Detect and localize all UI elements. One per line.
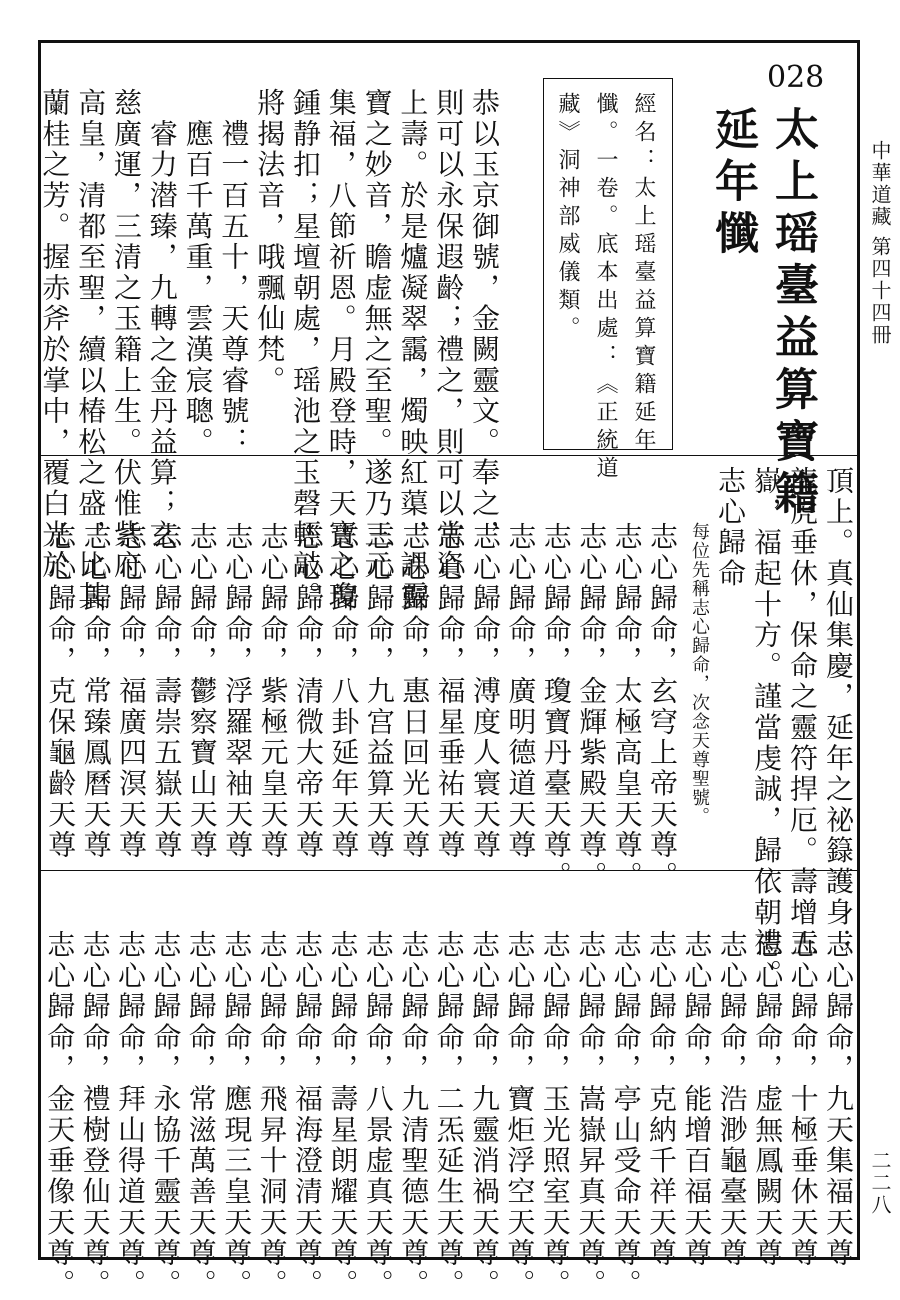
invocation-line: 志心歸命，十極垂休天尊 [786,930,820,1269]
text-line: 則可以永保遐齡；禮之，則可以常資 [432,88,466,581]
page-number: 二二八 [868,1150,892,1216]
invocation-line: 志心歸命，鬱察寶山天尊 [185,522,219,861]
text-line: 將揭法音，哦飄仙梵。 [253,88,287,396]
info-line: 藏》洞神部威儀類。 [555,92,580,344]
text-line: 慈廣運，三清之玉籍上生。伏惟紫府 [110,88,143,581]
text-line: 高皇，清都至聖，續以椿松之盛，比其 [74,88,108,612]
info-line: 經名：太上瑶臺益算寶籍延年 [631,92,656,456]
text-line: 龍虎垂休，保命之靈符捍厄。壽增五 [786,466,819,959]
text-line: 睿力潜臻，九轉之金丹益算；玄 [145,88,179,550]
text-line: 頂上。真仙集慶，延年之祕籙護身； [822,466,855,959]
invocation-line: 志心歸命，常滋萬善天尊。 [184,930,218,1300]
invocation-line: 志心歸命，太極高皇天尊。 [610,522,644,892]
invocation-line: 志心歸命，惠日回光天尊 [398,522,432,861]
invocation-line: 志心歸命，九天集福天尊 [822,930,855,1269]
invocation-line: 志心歸命，永協千靈天尊。 [149,930,183,1300]
invocation-line: 志心歸命，瓊寶丹臺天尊。 [539,522,573,892]
invocation-line: 志心歸命，拜山得道天尊。 [114,930,147,1300]
invocation-line: 志心歸命，玉光照室天尊。 [538,930,572,1300]
invocation-line: 志心歸命，玄穹上帝天尊。 [646,522,679,892]
text-line: 蘭桂之芳。握赤斧於掌中，覆白光於 [38,88,72,581]
invocation-line: 志心歸命，禮樹登仙天尊。 [78,930,112,1300]
invocation-line: 志心歸命，清微大帝天尊 [292,522,325,861]
invocation-line: 志心歸命，壽崇五嶽天尊 [150,522,184,861]
page-title: 太上瑶臺益算寶籍 [767,106,818,522]
invocation-line: 志心歸命，九靈消禍天尊。 [468,930,501,1300]
text-line: 應百千萬重，雲漢宸聰。 [181,88,215,458]
info-line: 懺。一卷。底本出處：《正統道 [593,92,618,484]
invocation-line: 志心歸命，飛昇十洞天尊。 [255,930,289,1300]
collection-name: 中華道藏 [868,140,892,228]
invocation-line: 志心歸命，福海澄清天尊。 [291,930,324,1300]
text-number: 028 [767,60,825,95]
volume-label: 第四十四冊 [868,236,892,346]
invocation-line: 志心歸命，寶炬浮空天尊。 [503,930,537,1300]
invocation-line: 志心歸命，福星垂祐天尊 [433,522,467,861]
invocation-note: 每位先稱志心歸命，次念天尊聖號。 [689,522,710,826]
text-line: 鍾静扣；星壇朝處，瑶池之玉磬輕敲。 [289,88,322,612]
invocation-line: 志心歸命，克保龜齡天尊 [44,522,78,861]
invocation-line: 志心歸命，金天垂像天尊。 [43,930,77,1300]
invocation-line: 志心歸命，壽星朗耀天尊。 [326,930,360,1300]
invocation-line: 志心歸命，亭山受命天尊。 [609,930,643,1300]
text-line: 上壽。於是爐凝翠靄，燭映紅蕖，課靈 [396,88,430,612]
invocation-line: 志心歸命，能增百福天尊 [680,930,714,1269]
invocation-line: 志心歸命，金輝紫殿天尊。 [575,522,609,892]
invocation-line: 志心歸命，二炁延生天尊。 [432,930,466,1300]
invocation-line: 志心歸命，虚無鳳闕天尊 [751,930,785,1269]
text-line: 集福，八節祈恩。月殿登時，天寶之瓊 [324,88,358,612]
text-line: 禮一百五十，天尊睿號： [217,88,251,458]
invocation-line: 志心歸命，紫極元皇天尊 [256,522,290,861]
invocation-line: 志心歸命，九清聖德天尊。 [397,930,431,1300]
invocation-line: 志心歸命，福廣四溟天尊 [115,522,148,861]
invocation-line: 志心歸命，浮羅翠袖天尊 [221,522,255,861]
invocation-line: 志心歸命，八卦延年天尊 [327,522,361,861]
section-divider-bottom [38,870,860,871]
invocation-line: 志心歸命，應現三皇天尊。 [220,930,254,1300]
text-line: 恭以玉京御號，金闕靈文。奉之， [468,88,501,550]
invocation-line: 志心歸命，浩渺龜臺天尊 [715,930,749,1269]
invocation-line: 志心歸命，克納千祥天尊 [645,930,678,1269]
invocation-line: 志心歸命，嵩嶽昇真天尊。 [574,930,608,1300]
invocation-line: 志心歸命，九宫益算天尊 [362,522,396,861]
text-line: 嶽，福起十方。謹當虔誠，歸依朝禮。 [750,466,783,990]
invocation-line: 志心歸命，常臻鳳曆天尊 [79,522,113,861]
page-title-line2: 延年懺 [707,106,758,262]
text-line: 志心歸命 [714,466,747,590]
invocation-line: 志心歸命，廣明德道天尊 [504,522,538,861]
invocation-line: 志心歸命，八景虚真天尊。 [361,930,395,1300]
text-line: 寶之妙音，瞻虚無之至聖。遂乃三元 [360,88,394,581]
invocation-line: 志心歸命，溥度人寰天尊 [469,522,502,861]
